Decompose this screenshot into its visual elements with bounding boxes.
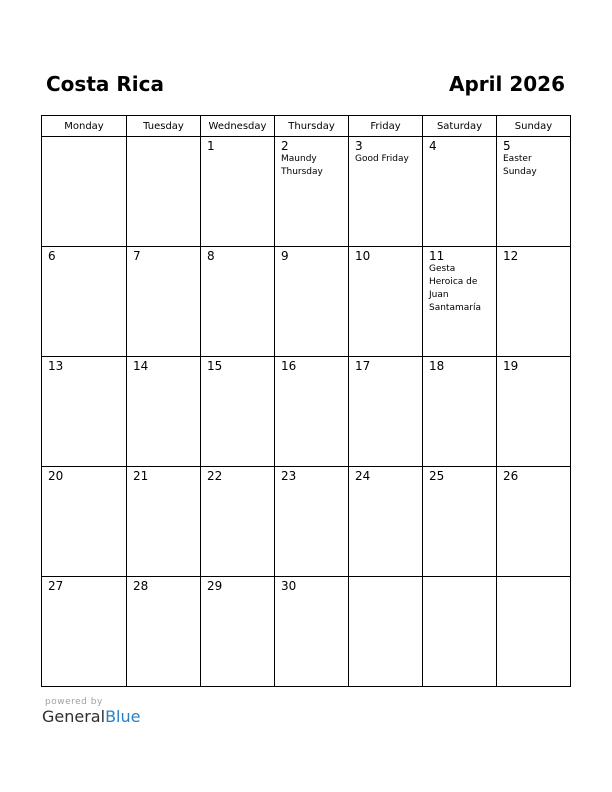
week-row [42,137,571,247]
weekday-header: Thursday [275,116,349,137]
day-number: 6 [48,249,56,263]
day-cell [42,467,127,577]
day-cell [127,357,201,467]
holiday-label: Good Friday [355,154,409,164]
calendar-month-title: April 2026 [449,72,565,96]
day-cell [201,137,275,247]
day-cell [497,577,571,687]
day-cell [423,577,497,687]
day-number: 23 [281,469,297,483]
holiday-label: Maundy Thursday [281,154,323,177]
weekday-header: Wednesday [201,116,275,137]
day-cell [497,247,571,357]
weekday-header: Monday [42,116,127,137]
day-number: 9 [281,249,289,263]
day-number: 26 [503,469,519,483]
day-number: 1 [207,139,215,153]
day-cell [423,357,497,467]
day-number: 17 [355,359,371,373]
day-number: 10 [355,249,371,263]
weekday-header-row [42,116,571,137]
day-cell [349,467,423,577]
day-cell [349,357,423,467]
day-number: 25 [429,469,445,483]
day-number: 20 [48,469,64,483]
day-number: 18 [429,359,445,373]
brand-logo[interactable] [42,707,140,727]
day-number: 15 [207,359,223,373]
day-cell [497,137,571,247]
day-number: 2 [281,139,289,153]
day-number: 13 [48,359,64,373]
day-number: 29 [207,579,223,593]
day-cell [423,467,497,577]
day-number: 21 [133,469,149,483]
day-cell [42,577,127,687]
day-cell [201,247,275,357]
day-cell [127,137,201,247]
powered-by-text: powered by [45,697,103,707]
day-cell [127,247,201,357]
day-cell [275,137,349,247]
day-number: 24 [355,469,371,483]
week-row [42,577,571,687]
calendar-grid [41,115,571,687]
day-cell [127,577,201,687]
day-cell [275,247,349,357]
day-cell [127,467,201,577]
week-row [42,357,571,467]
weekday-header: Sunday [497,116,571,137]
day-number: 22 [207,469,223,483]
day-cell [349,247,423,357]
day-number: 12 [503,249,519,263]
brand-logo-part-blue: Blue [105,707,141,726]
day-cell [201,357,275,467]
day-cell [349,577,423,687]
calendar-country-title: Costa Rica [46,72,164,96]
weekday-header: Friday [349,116,423,137]
day-number: 5 [503,139,511,153]
day-cell [349,137,423,247]
day-cell [42,247,127,357]
week-row [42,467,571,577]
day-cell [275,467,349,577]
day-number: 11 [429,249,445,263]
day-cell [423,247,497,357]
day-number: 4 [429,139,437,153]
day-cell [275,577,349,687]
day-number: 28 [133,579,149,593]
holiday-label: Easter Sunday [503,154,537,177]
day-cell [497,357,571,467]
day-number: 7 [133,249,141,263]
day-cell [201,467,275,577]
day-number: 3 [355,139,363,153]
day-cell [42,137,127,247]
week-row [42,247,571,357]
day-number: 30 [281,579,297,593]
day-cell [275,357,349,467]
day-cell [423,137,497,247]
holiday-label: Gesta Heroica de Juan Santamaría [429,264,481,313]
day-number: 19 [503,359,519,373]
day-cell [201,577,275,687]
day-cell [42,357,127,467]
weekday-header: Tuesday [127,116,201,137]
day-number: 27 [48,579,64,593]
day-cell [497,467,571,577]
day-number: 8 [207,249,215,263]
brand-logo-part-general: General [42,707,106,726]
weekday-header: Saturday [423,116,497,137]
day-number: 14 [133,359,149,373]
day-number: 16 [281,359,297,373]
